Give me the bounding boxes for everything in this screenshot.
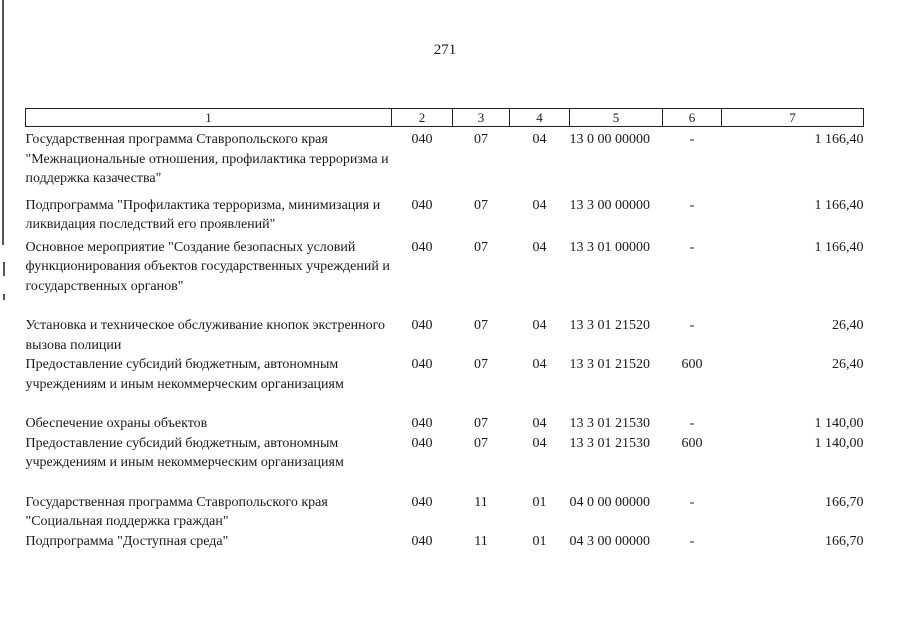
cell-ministry: 040 [411, 533, 433, 549]
cell-ministry: 040 [411, 494, 433, 510]
cell-amount: 1 166,40 [814, 197, 864, 213]
scan-edge-mark [3, 262, 5, 276]
scan-edge-mark [2, 0, 4, 245]
table-row [26, 473, 864, 532]
cell-subsection: 04 [532, 318, 547, 333]
column-header: 2 [392, 109, 453, 127]
table-row [26, 434, 864, 473]
cell-expense-type: - [689, 416, 695, 431]
cell-target-code: 13 3 01 21520 [569, 357, 650, 372]
column-header: 3 [453, 109, 510, 127]
cell-subsection: 04 [532, 435, 547, 451]
cell-target-code: 13 0 00 00000 [569, 132, 650, 147]
cell-subsection: 04 [532, 239, 547, 255]
cell-section: 07 [474, 239, 488, 255]
column-header: 6 [663, 109, 722, 127]
cell-section: 07 [474, 318, 488, 333]
cell-subsection: 04 [532, 197, 547, 213]
table-row [26, 394, 864, 434]
cell-section: 07 [474, 357, 488, 372]
cell-subsection: 01 [532, 533, 547, 549]
cell-target-code: 04 3 00 00000 [569, 533, 650, 549]
cell-ministry: 040 [411, 239, 433, 255]
cell-amount: 1 166,40 [814, 132, 864, 147]
cell-expense-type: 600 [681, 435, 703, 451]
table-row [26, 189, 864, 235]
table-row [26, 127, 864, 189]
column-header: 1 [26, 109, 392, 127]
cell-amount: 1 166,40 [814, 239, 864, 255]
cell-amount: 1 140,00 [814, 435, 864, 451]
page-number: 271 [433, 42, 457, 58]
cell-amount: 166,70 [825, 533, 864, 549]
table-row [26, 355, 864, 394]
row-name: Предоставление субсидий бюджетным, автономным учреждениям и иным некоммерческим организациям [25, 435, 344, 470]
budget-table [25, 108, 864, 551]
cell-target-code: 13 3 01 21520 [569, 318, 650, 333]
cell-amount: 26,40 [832, 318, 864, 333]
cell-ministry: 040 [411, 132, 433, 147]
column-header: 7 [722, 109, 864, 127]
cell-expense-type: 600 [681, 357, 703, 372]
cell-target-code: 13 3 01 21530 [569, 435, 650, 451]
cell-target-code: 04 0 00 00000 [569, 494, 650, 510]
cell-ministry: 040 [411, 416, 433, 431]
cell-expense-type: - [689, 239, 695, 255]
cell-ministry: 040 [411, 435, 433, 451]
row-name: Обеспечение охраны объектов [25, 416, 208, 431]
scan-edge-mark [3, 294, 5, 300]
cell-section: 07 [474, 435, 488, 451]
column-header: 4 [510, 109, 570, 127]
cell-section: 11 [474, 533, 488, 549]
column-header: 5 [570, 109, 663, 127]
row-name: Подпрограмма "Доступная среда" [25, 533, 229, 549]
cell-section: 07 [474, 197, 488, 213]
row-name: Установка и техническое обслуживание кнопок экстренного вызова полиции [25, 318, 386, 353]
table-row [26, 235, 864, 297]
cell-target-code: 13 3 01 00000 [569, 239, 650, 255]
cell-amount: 1 140,00 [814, 416, 864, 431]
cell-expense-type: - [689, 132, 695, 147]
table-row [26, 296, 864, 355]
cell-section: 11 [474, 494, 488, 510]
cell-ministry: 040 [411, 197, 433, 213]
table-row [26, 532, 864, 552]
cell-subsection: 01 [532, 494, 547, 510]
cell-amount: 26,40 [832, 357, 864, 372]
cell-ministry: 040 [411, 357, 433, 372]
cell-target-code: 13 3 01 21530 [569, 416, 650, 431]
cell-expense-type: - [689, 318, 695, 333]
cell-expense-type: - [689, 533, 695, 549]
cell-expense-type: - [689, 494, 695, 510]
cell-amount: 166,70 [825, 494, 864, 510]
cell-ministry: 040 [411, 318, 433, 333]
row-name: Основное мероприятие "Создание безопасных условий функционирования объектов государственных учреждений и государственных органов" [25, 239, 390, 294]
row-name: Государственная программа Ставропольского края "Межнациональные отношения, профилактика терроризма и поддержка казачества" [25, 132, 389, 186]
cell-expense-type: - [689, 197, 695, 213]
cell-section: 07 [474, 132, 488, 147]
cell-target-code: 13 3 00 00000 [569, 197, 650, 213]
cell-subsection: 04 [532, 132, 547, 147]
row-name: Подпрограмма "Профилактика терроризма, минимизация и ликвидация последствий его проявлений" [25, 197, 381, 232]
header-row [26, 109, 864, 127]
cell-section: 07 [474, 416, 488, 431]
cell-subsection: 04 [532, 416, 547, 431]
row-name: Государственная программа Ставропольского края "Социальная поддержка граждан" [25, 494, 328, 529]
cell-subsection: 04 [532, 357, 547, 372]
row-name: Предоставление субсидий бюджетным, автономным учреждениям и иным некоммерческим организациям [25, 357, 344, 392]
